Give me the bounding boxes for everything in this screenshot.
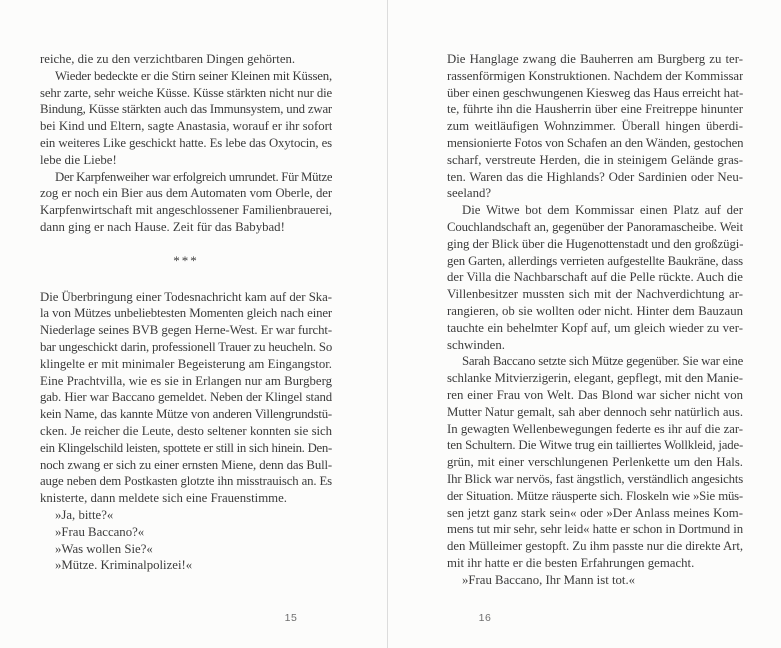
text-line: Bindung, Küsse stärkten auch das Immunsystem, und zwar	[40, 102, 332, 117]
text-line: den Mülleimer gestopft. Zu ihm passte nur die direkte Art,	[447, 539, 743, 554]
section-separator-icon: ***	[173, 252, 199, 268]
text-line: ten Schultern. Die Witwe trug ein tailliertes Wollkleid, jade-	[447, 438, 743, 453]
text-line: seeland?	[447, 186, 492, 201]
text-line: ein Klingelschild leisten, spottete er still in sich hinein. Den-	[40, 440, 332, 455]
text-line: grün, mit einer verschlungenen Perlenkette um den Hals.	[447, 455, 743, 470]
text-line: zum weitläufigen Wohnzimmer. Überall hingen überdi-	[447, 119, 743, 134]
text-line: Mutter Natur gemalt, sah aber dennoch sehr natürlich aus.	[447, 404, 743, 419]
text-line: zog er noch ein Bier aus dem Automaten vom Oberle, der	[40, 186, 332, 201]
text-line: über einen geschwungenen Kiesweg das Haus erreicht hat-	[447, 85, 743, 100]
text-line: schwinden.	[447, 337, 505, 352]
text-line: Eine Prachtvilla, wie es sie in Erlangen nur am Burgberg	[40, 373, 332, 388]
dialog-line: »Mütze. Kriminalpolizei!«	[55, 558, 193, 573]
page-number: 16	[478, 612, 492, 624]
text-line: la von Mützes unbeliebtesten Momenten gleich nach einer	[40, 306, 332, 321]
text-line: mit ihr hatte er die besten Erfahrungen gemacht.	[447, 555, 695, 570]
text-line: gen Garten, allerdings verrieten aufgestellte Baukräne, dass	[447, 253, 743, 268]
text-line: Wieder bedeckte er die Stirn seiner Kleinen mit Küssen,	[55, 68, 332, 83]
text-line: mensionierte Fotos von Schafen an den Wänden, gestochen	[447, 135, 743, 150]
text-line: mens tut mir sehr, sehr leid« hatte er schon in Dortmund in	[447, 522, 743, 537]
text-line: bar ungeschickt darin, professionell Trauer zu heucheln. So	[40, 339, 332, 354]
text-line: Die Hanglage zwang die Bauherren am Burgberg zu ter-	[447, 52, 743, 66]
text-line: Der Karpfenweiher war erfolgreich umrundet. Für Mütze	[55, 169, 332, 184]
dialog-line: »Ja, bitte?«	[55, 507, 114, 522]
text-line: Villenbesitzer mussten sich mit der Nachverdichtung ar-	[447, 287, 743, 302]
text-line: der Situation. Mütze räusperte sich. Floskeln wie »Sie müs-	[447, 488, 743, 503]
text-line: klingelte er mit minimaler Begeisterung am Eingangstor.	[40, 356, 332, 371]
text-line: tauchte ein behelmter Kopf auf, um gleich wieder zu ver-	[447, 320, 743, 335]
text-line: Karpfenwirtschaft mit angeschlossener Familienbrauerei,	[40, 203, 332, 218]
page-number: 15	[284, 612, 298, 624]
text-line: Couchlandschaft an, gegenüber der Panoramascheibe. Weit	[447, 219, 743, 234]
text-line: schlanke Mitvierzigerin, elegant, gepflegt, mit den Manie-	[447, 371, 743, 386]
text-line: knisterte, dann meldete sich eine Frauenstimme.	[40, 491, 287, 506]
text-line: cken. Je reicher die Leute, desto seltener konnten sie sich	[40, 423, 332, 438]
dialog-line: »Was wollen Sie?«	[55, 541, 153, 556]
page-text-column	[447, 51, 743, 589]
text-line: scharf, verstreute Herden, die in steinigem Gelände gras-	[447, 152, 743, 167]
text-line: rassenförmigen Konstruktionen. Nachdem der Kommissar	[447, 68, 743, 83]
page-text-column	[40, 51, 332, 574]
text-line: ein weiteres Like geschickt hatte. Es lebe das Oxytocin, es	[40, 135, 332, 150]
text-line: noch zwang er sich zu einer ernsten Miene, denn das Bull-	[40, 457, 332, 472]
text-line: Die Witwe bot dem Kommissar einen Platz auf der	[462, 203, 743, 218]
dialog-line: »Frau Baccano?«	[55, 524, 145, 539]
text-line: sehr zarte, sehr weiche Küsse. Küsse stärkten nicht nur die	[40, 85, 332, 100]
text-line: der Villa die Nachbarschaft auf die Pelle rückte. Auch die	[447, 270, 743, 285]
text-line: In gewagten Wellenbewegungen federte es ihr auf die zar-	[447, 421, 743, 436]
text-line: ren einer Frau von Welt. Das Blond war sicher nicht von	[447, 387, 743, 402]
text-line: te, führte ihn die Hausherrin über eine Freitreppe hinunter	[447, 102, 743, 117]
text-line: ten. Waren das die Highlands? Oder Sardinien oder Neu-	[447, 169, 743, 184]
text-line: reiche, die zu den verzichtbaren Dingen gehörten.	[40, 52, 296, 66]
text-line: Sarah Baccano setzte sich Mütze gegenüber. Sie war eine	[462, 354, 743, 369]
page-left	[0, 0, 388, 648]
page-right	[388, 0, 780, 648]
text-line: Ihr Blick war nervös, fast ängstlich, verständlich angesichts	[447, 471, 743, 486]
text-line: Die Überbringung einer Todesnachricht kam auf der Ska-	[40, 289, 332, 304]
text-line: ging der Blick über die Hugenottenstadt und den großzügi-	[447, 236, 743, 251]
text-line: sen jetzt ganz stark sein« oder »Der Anlass meines Kom-	[447, 505, 743, 520]
text-line: auge neben dem Postkasten glotzte ihn misstrauisch an. Es	[40, 474, 332, 489]
text-line: gab. Hier war Baccano gemeldet. Neben der Klingel stand	[40, 390, 332, 405]
text-line: rangieren, ob sie wollten oder nicht. Hinter dem Bauzaun	[447, 303, 743, 318]
text-line: dann ging er nach Hause. Zeit für das Babybad!	[40, 219, 285, 234]
text-line: Niederlage seines BVB gegen Herne-West. Er war furcht-	[40, 323, 332, 338]
dialog-line: »Frau Baccano, Ihr Mann ist tot.«	[462, 572, 636, 587]
text-line: lebe die Liebe!	[40, 152, 117, 167]
text-line: bei Kind und Eltern, sagte Anastasia, worauf er ihr sofort	[40, 119, 332, 134]
text-line: kein Name, das kannte Mütze von anderen Villengrundstü-	[40, 407, 332, 422]
